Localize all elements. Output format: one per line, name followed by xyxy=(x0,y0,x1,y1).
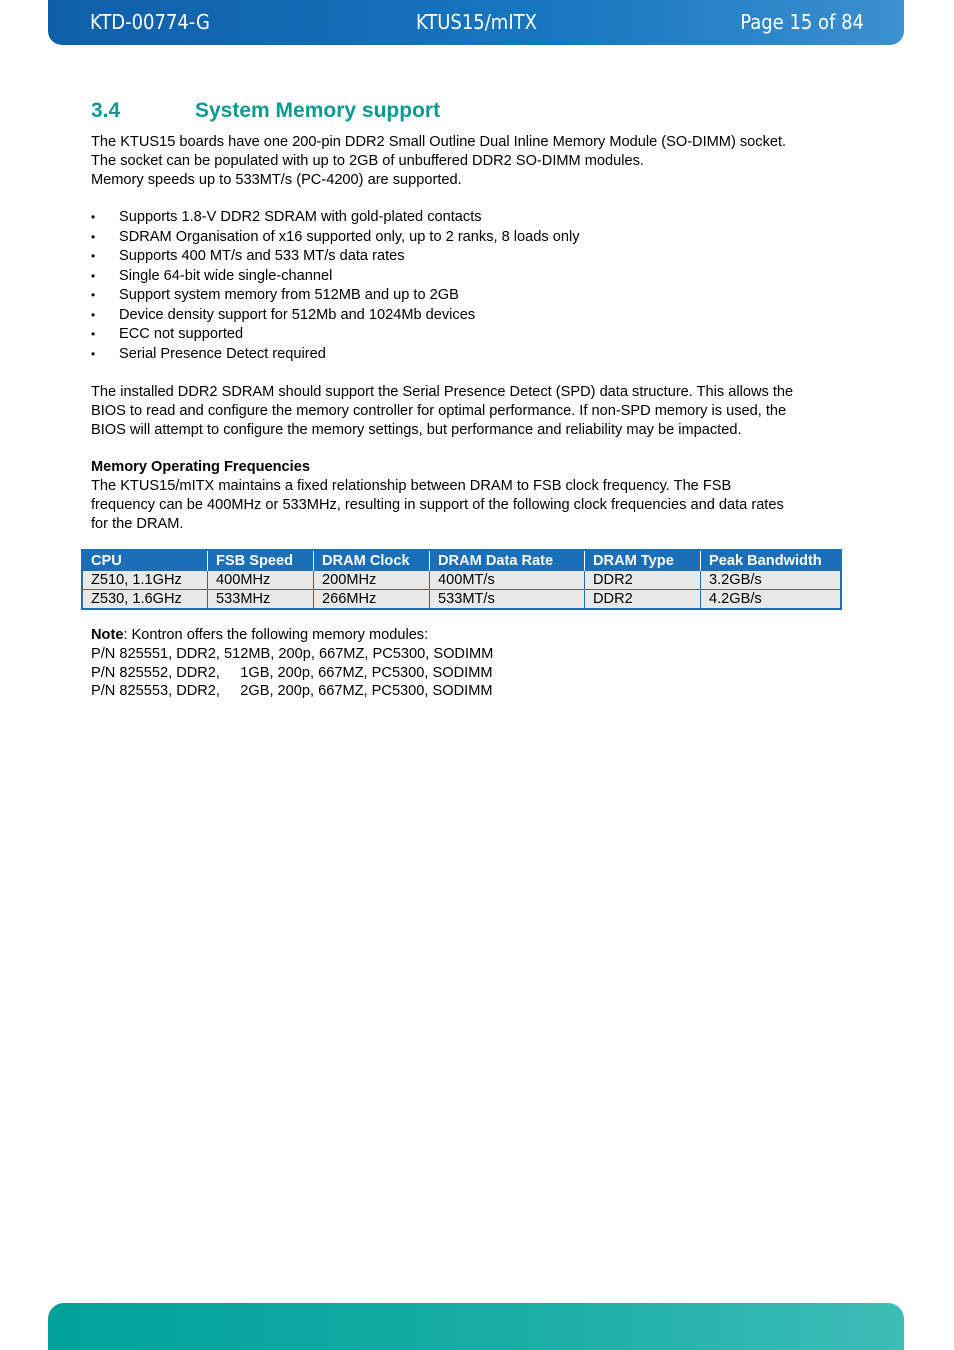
spd-line: The installed DDR2 SDRAM should support the Serial Presence Detect (SPD) data structure. This allows the xyxy=(91,383,794,400)
page-header xyxy=(48,0,904,45)
section-heading xyxy=(91,98,871,124)
list-item: • Support system memory from 512MB and up to 2GB xyxy=(91,286,871,306)
note-section xyxy=(91,626,871,701)
memory-frequency-table xyxy=(81,549,842,610)
main-content xyxy=(91,98,871,533)
col-header-cpu: CPU xyxy=(82,550,208,571)
page-number: Page 15 of 84 xyxy=(740,10,864,34)
list-item: • Serial Presence Detect required xyxy=(91,345,871,365)
table-cell: 533MHz xyxy=(208,590,314,610)
table-cell: 200MHz xyxy=(314,571,430,590)
table-cell: 400MT/s xyxy=(430,571,585,590)
table-cell: Z530, 1.6GHz xyxy=(82,590,208,610)
spd-line: BIOS will attempt to configure the memory settings, but performance and reliability may be impacted. xyxy=(91,421,742,438)
table-row xyxy=(82,571,841,590)
table-cell: 266MHz xyxy=(314,590,430,610)
intro-line: The socket can be populated with up to 2GB of unbuffered DDR2 SO-DIMM modules. xyxy=(91,152,644,169)
table-cell: 533MT/s xyxy=(430,590,585,610)
note-text: : Kontron offers the following memory modules: xyxy=(123,627,429,643)
product-name: KTUS15/mITX xyxy=(416,10,537,34)
module-line: P/N 825551, DDR2, 512MB, 200p, 667MZ, PC5300, SODIMM xyxy=(91,645,494,662)
freq-line: The KTUS15/mITX maintains a fixed relationship between DRAM to FSB clock frequency. The FSB xyxy=(91,477,732,494)
table-cell: 3.2GB/s xyxy=(701,571,842,590)
list-item: • ECC not supported xyxy=(91,325,871,345)
list-item: • Supports 400 MT/s and 533 MT/s data rates xyxy=(91,247,871,267)
freq-line: for the DRAM. xyxy=(91,515,184,532)
table-row xyxy=(82,590,841,610)
col-header-dram-data-rate: DRAM Data Rate xyxy=(430,550,585,571)
intro-line: Memory speeds up to 533MT/s (PC-4200) are supported. xyxy=(91,171,462,188)
note-line xyxy=(91,626,871,645)
freq-line: frequency can be 400MHz or 533MHz, resulting in support of the following clock frequencies and data rates xyxy=(91,496,784,513)
table-cell: Z510, 1.1GHz xyxy=(82,571,208,590)
table-cell: DDR2 xyxy=(585,571,701,590)
col-header-dram-clock: DRAM Clock xyxy=(314,550,430,571)
list-item: • Supports 1.8-V DDR2 SDRAM with gold-plated contacts xyxy=(91,208,871,228)
table-cell: 400MHz xyxy=(208,571,314,590)
note-label: Note xyxy=(91,627,124,643)
col-header-fsb-speed: FSB Speed xyxy=(208,550,314,571)
col-header-peak-bandwidth: Peak Bandwidth xyxy=(701,550,842,571)
module-line: P/N 825553, DDR2, 2GB, 200p, 667MZ, PC5300, SODIMM xyxy=(91,683,493,700)
table-cell: DDR2 xyxy=(585,590,701,610)
table-header-row xyxy=(82,550,841,571)
section-title: System Memory support xyxy=(195,99,441,122)
list-item: • Device density support for 512Mb and 1024Mb devices xyxy=(91,306,871,326)
list-item: • SDRAM Organisation of x16 supported only, up to 2 ranks, 8 loads only xyxy=(91,228,871,248)
intro-line: The KTUS15 boards have one 200-pin DDR2 Small Outline Dual Inline Memory Module (SO-DIMM) socket. xyxy=(91,134,787,150)
list-item: • Single 64-bit wide single-channel xyxy=(91,267,871,287)
module-line: P/N 825552, DDR2, 1GB, 200p, 667MZ, PC5300, SODIMM xyxy=(91,664,493,681)
col-header-dram-type: DRAM Type xyxy=(585,550,701,571)
doc-id: KTD-00774-G xyxy=(90,10,210,34)
section-number: 3.4 xyxy=(91,99,121,122)
spd-line: BIOS to read and configure the memory controller for optimal performance. If non-SPD memory is used, the xyxy=(91,402,787,419)
freq-heading: Memory Operating Frequencies xyxy=(91,459,310,476)
feature-list xyxy=(91,208,871,364)
table-cell: 4.2GB/s xyxy=(701,590,842,610)
page-footer xyxy=(48,1303,904,1350)
